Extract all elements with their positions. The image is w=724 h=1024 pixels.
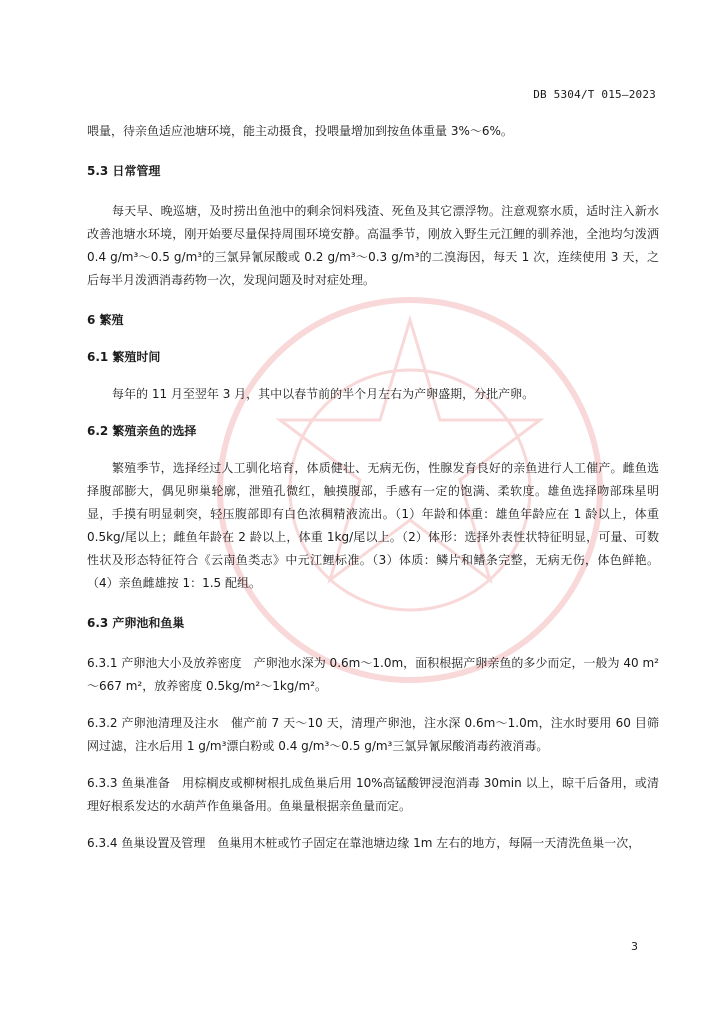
heading-6-3: 6.3 产卵池和鱼巢 (87, 616, 185, 630)
page-number: 3 (631, 940, 638, 953)
paragraph-6-3-3: 6.3.3 鱼巢准备 用棕榈皮或柳树根扎成鱼巢后用 10%高锰酸钾浸泡消毒 30min 以上，晾干后备用，或清理好根系发达的水葫芦作鱼巢备用。鱼巢量根据亲鱼量而定。 (87, 776, 659, 813)
paragraph-6-1: 每年的 11 月至翌年 3 月，其中以春节前的半个月左右为产卵盛期，分批产卵。 (112, 387, 535, 401)
paragraph-6-3-2: 6.3.2 产卵池清理及注水 催产前 7 天～10 天，清理产卵池，注水深 0.6m～1.0m，注水时要用 60 目筛网过滤，注水后用 1 g/m³漂白粉或 0.4 g/m³～0.5 g/m³三氯异氰尿酸消毒药液消毒。 (87, 716, 659, 753)
heading-6: 6 繁殖 (87, 313, 124, 327)
paragraph-6-3-4: 6.3.4 鱼巢设置及管理 鱼巢用木桩或竹子固定在靠池塘边缘 1m 左右的地方，每隔一天清洗鱼巢一次， (87, 836, 641, 850)
heading-5-3: 5.3 日常管理 (87, 164, 161, 178)
heading-6-2: 6.2 繁殖亲鱼的选择 (87, 424, 197, 438)
heading-6-1: 6.1 繁殖时间 (87, 350, 161, 364)
paragraph-6-3-1: 6.3.1 产卵池大小及放养密度 产卵池水深为 0.6m～1.0m，面积根据产卵亲鱼的多少而定，一般为 40 m²～667 m²，放养密度 0.5kg/m²～1kg/m²。 (87, 656, 659, 693)
paragraph-5-3: 每天早、晚巡塘，及时捞出鱼池中的剩余饲料残渣、死鱼及其它漂浮物。注意观察水质，适时注入新水改善池塘水环境，刚开始要尽量保持周围环境安静。高温季节，刚放入野生元江鲤的驯养池，全池均匀泼洒 0.4 g/m³～0.5 g/m³的三氯异氰尿酸或 0.2 g/m³～0.3 g/m³的二溴海因，每天 1 次，连续使用 3 天，之后每半月泼洒消毒药物一次，发现问题及时对症处理。 (87, 204, 659, 287)
paragraph-intro: 喂量，待亲鱼适应池塘环境，能主动摄食，投喂量增加到按鱼体重量 3%～6%。 (87, 124, 513, 138)
document-code: DB 5304/T 015—2023 (533, 88, 656, 101)
document-body (87, 120, 659, 855)
paragraph-6-2: 繁殖季节，选择经过人工驯化培育，体质健壮、无病无伤，性腺发育良好的亲鱼进行人工催产。雌鱼选择腹部膨大，偶见卵巢轮廓，泄殖孔微红，触摸腹部，手感有一定的饱满、柔软度。雄鱼选择吻部珠星明显，手摸有明显刺突，轻压腹部即有白色浓稠精液流出。（1）年龄和体重：雄鱼年龄应在 1 龄以上，体重 0.5kg/尾以上；雌鱼年龄在 2 龄以上，体重 1kg/尾以上。（2）体形：选择外表性状特征明显，可量、可数性状及形态特征符合《云南鱼类志》中元江鲤标准。（3）体质：鳞片和鳍条完整，无病无伤，体色鲜艳。（4）亲鱼雌雄按 1：1.5 配组。 (87, 461, 659, 590)
